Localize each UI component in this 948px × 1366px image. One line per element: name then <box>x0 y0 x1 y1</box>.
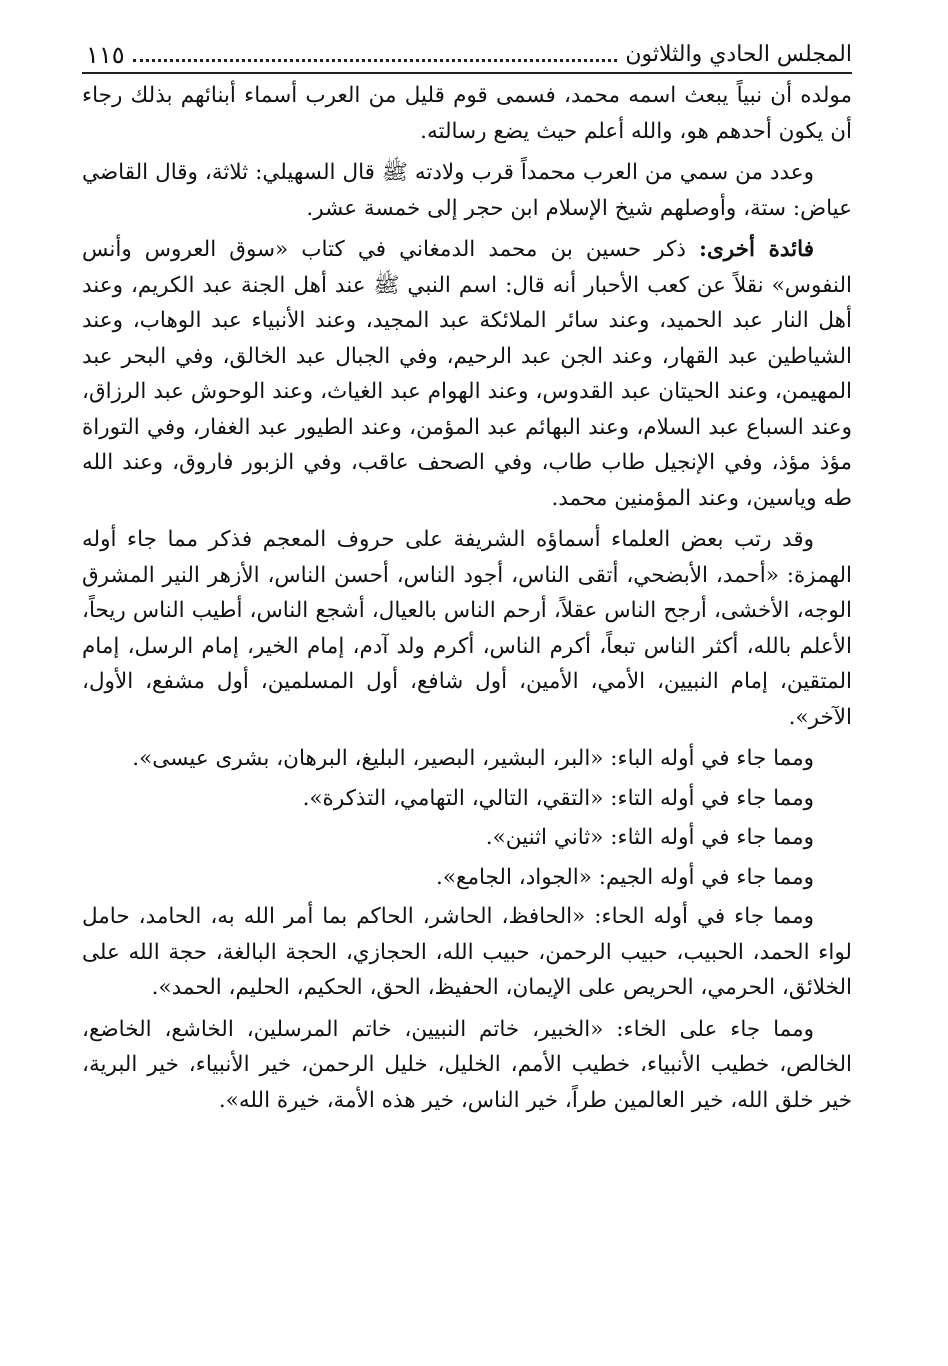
paragraph-text: ومما جاء في أوله التاء: «التقي، التالي، التهامي، التذكرة». <box>302 785 814 811</box>
paragraph-text: ومما جاء في أوله الثاء: «ثاني اثنين». <box>485 825 814 850</box>
paragraph <box>82 781 852 817</box>
paragraph <box>82 522 852 735</box>
paragraph-text: وقد رتب بعض العلماء أسماؤه الشريفة على حروف المعجم فذكر مما جاء أوله الهمزة: «أحمد، الأبضحي، أتقى الناس، أجود الناس، أحسن الناس، الأزهر النير المشرق الوجه، الأخشى، أرجح الناس عقلاً، أرحم الناس بالعيال، أشجع الناس، أطيب الناس ريحاً، الأعلم بالله، أكثر الناس تبعاً، أكرم الناس، أكرم ولد آدم، إمام الخير، إمام الرسل، إمام المتقين، إمام النبيين، الأمي، الأمين، أول شافع، أول المسلمين، أول مشفع، الأول، الآخر». <box>82 527 852 730</box>
paragraph-text: مولده أن نبياً يبعث اسمه محمد، فسمى قوم قليل من العرب أسماء أبنائهم بذلك رجاء أن يكون أحدهم هو، والله أعلم حيث يضع رسالته. <box>82 83 852 144</box>
paragraph <box>82 1012 852 1119</box>
paragraph <box>82 820 852 856</box>
paragraph <box>82 155 852 226</box>
paragraph <box>82 899 852 1006</box>
paragraph-text: ومما جاء على الخاء: «الخبير، خاتم النبيين، خاتم المرسلين، الخاشع، الخاضع، الخالص، خطيب الأنبياء، خطيب الأمم، الخليل، خليل الرحمن، خير الأنبياء، خير البرية، خير خلق الله، خير العالمين طراً، خير الناس، خير هذه الأمة، خيرة الله». <box>82 1016 852 1113</box>
chapter-title: المجلس الحادي والثلاثون <box>625 42 852 67</box>
running-header <box>82 38 852 70</box>
paragraph <box>82 232 852 516</box>
header-rule <box>82 72 852 74</box>
page-body <box>82 78 852 1118</box>
paragraph <box>82 860 852 896</box>
paragraph <box>82 741 852 777</box>
paragraph-lead: فائدة أخرى: <box>699 237 814 262</box>
paragraph-text: وعدد من سمي من العرب محمداً قرب ولادته ﷺ قال السهيلي: ثلاثة، وقال القاضي عياض: ستة، وأوصلهم شيخ الإسلام ابن حجر إلى خمسة عشر. <box>82 160 852 221</box>
paragraph-text: ومما جاء في أوله الحاء: «الحافظ، الحاشر، الحاكم بما أمر الله به، الحامد، حامل لواء الحمد، الحبيب، حبيب الرحمن، حبيب الله، الحجازي، الحجة البالغة، حجة الله على الخلائق، الحرمي، الحريص على الإيمان، الحفيظ، الحق، الحكيم، الحليم، الحمد». <box>82 904 852 1000</box>
header-dot-leader <box>133 59 618 62</box>
paragraph-text: ذكر حسين بن محمد الدمغاني في كتاب «سوق العروس وأنس النفوس» نقلاً عن كعب الأحبار أنه قال: اسم النبي ﷺ عند أهل الجنة عبد الكريم، وعند أهل النار عبد الحميد، وعند سائر الملائكة عبد المجيد، وعند الأنبياء عبد الوهاب، وعند الشياطين عبد القهار، وعند الجن عبد الرحيم، وفي الجبال عبد الخالق، وفي البحر عبد المهيمن، وعند الحيتان عبد القدوس، وعند الهوام عبد الغياث، وعند الوحوش عبد الرزاق، وعند السباع عبد السلام، وعند البهائم عبد المؤمن، وعند الطيور عبد الغفار، وفي التوراة مؤذ مؤذ، وفي الإنجيل طاب طاب، وفي الصحف عاقب، وفي الزبور فاروق، وعند الله طه وياسين، وعند المؤمنين محمد. <box>82 237 852 511</box>
paragraph-text: ومما جاء في أوله الجيم: «الجواد، الجامع». <box>436 864 814 890</box>
page-number: ١١٥ <box>86 41 125 69</box>
paragraph <box>82 78 852 149</box>
paragraph-text: ومما جاء في أوله الباء: «البر، البشير، البصير، البليغ، البرهان، بشرى عيسى». <box>132 746 814 771</box>
